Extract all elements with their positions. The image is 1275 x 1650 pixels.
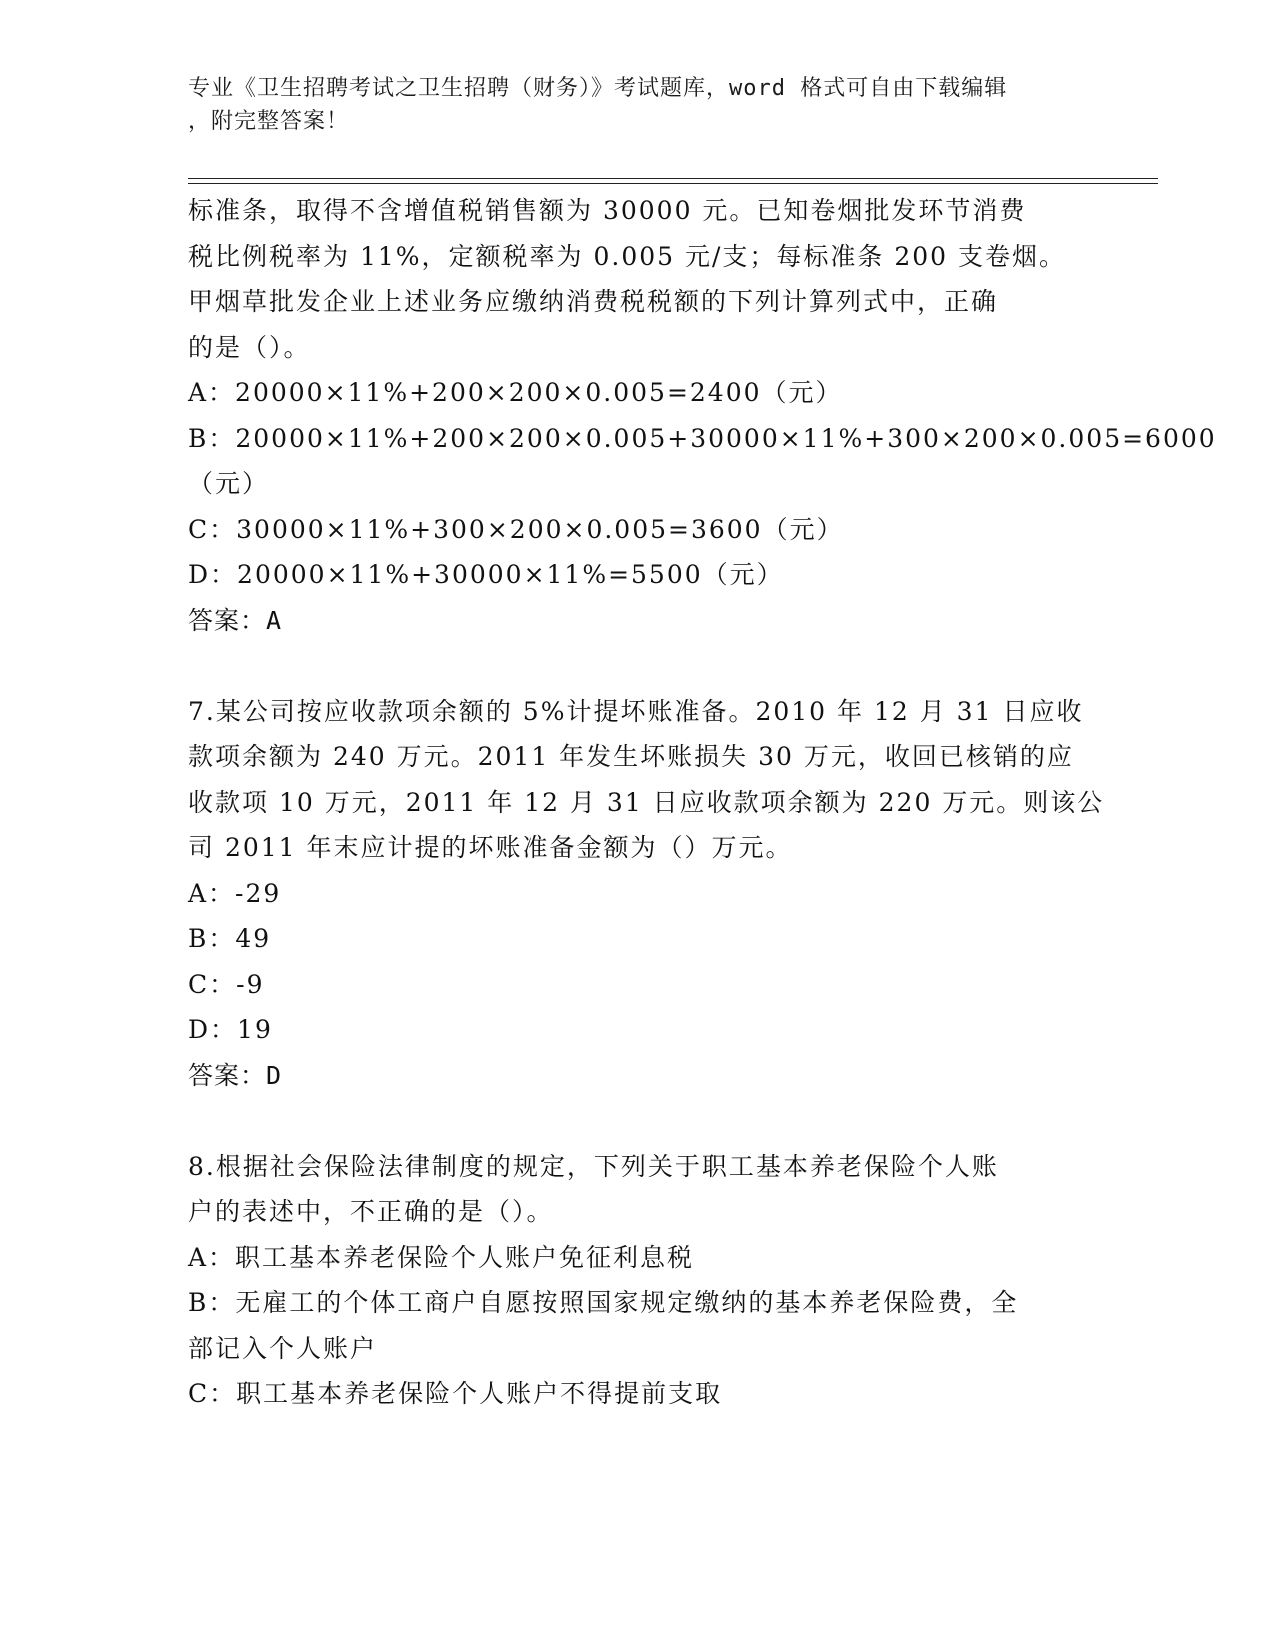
- document-body: [188, 188, 1217, 1417]
- question-stem-line: 款项余额为 240 万元。2011 年发生坏账损失 30 万元，收回已核销的应: [188, 742, 1074, 771]
- question-stem-line: 甲烟草批发企业上述业务应缴纳消费税税额的下列计算列式中，正确: [188, 287, 999, 316]
- spacer: [188, 643, 1088, 689]
- option-c: C：-9: [188, 969, 265, 999]
- question-stem-line: 7.某公司按应收款项余额的 5%计提坏账准备。2010 年 12 月 31 日应收: [188, 696, 1084, 726]
- question-8: [188, 1144, 1088, 1417]
- option-b-continued: （元）: [188, 469, 270, 498]
- question-6: [188, 188, 1217, 643]
- option-a: A：-29: [188, 878, 282, 908]
- answer-label: 答案：A: [188, 605, 283, 635]
- question-stem-line: 司 2011 年末应计提的坏账准备金额为（）万元。: [188, 833, 793, 862]
- option-a: A：20000×11%+200×200×0.005=2400（元）: [188, 378, 843, 407]
- option-b: B：无雇工的个体工商户自愿按照国家规定缴纳的基本养老保险费，全: [188, 1288, 1019, 1317]
- header-divider-top: [188, 178, 1158, 179]
- option-b: B：20000×11%+200×200×0.005+30000×11%+300×200×0.005=6000: [188, 423, 1217, 453]
- header-divider-bottom: [188, 183, 1158, 184]
- question-stem-line: 的是（）。: [188, 332, 311, 362]
- question-stem-line: 8.根据社会保险法律制度的规定，下列关于职工基本养老保险个人账: [188, 1151, 999, 1181]
- answer-label: 答案：D: [188, 1060, 283, 1090]
- question-stem-line: 户的表述中，不正确的是（）。: [188, 1197, 554, 1226]
- option-c: C：职工基本养老保险个人账户不得提前支取: [188, 1379, 723, 1408]
- question-7: [188, 689, 1105, 1099]
- option-b: B：49: [188, 924, 272, 953]
- option-a: A：职工基本养老保险个人账户免征利息税: [188, 1242, 695, 1272]
- header-line-1: 专业《卫生招聘考试之卫生招聘（财务）》考试题库，word 格式可自由下载编辑: [188, 76, 1008, 101]
- spacer: [188, 1098, 1088, 1144]
- question-stem-line: 税比例税率为 11%，定额税率为 0.005 元/支；每标准条 200 支卷烟。: [188, 241, 1067, 271]
- option-b-continued: 部记入个人账户: [188, 1333, 378, 1363]
- header-line-2: ，附完整答案！: [188, 109, 350, 134]
- option-c: C：30000×11%+300×200×0.005=3600（元）: [188, 514, 844, 544]
- question-stem-line: 收款项 10 万元，2011 年 12 月 31 日应收款项余额为 220 万元。则该公: [188, 787, 1105, 817]
- option-d: D：20000×11%+30000×11%=5500（元）: [188, 560, 784, 589]
- document-header: [188, 72, 1088, 138]
- option-d: D：19: [188, 1015, 273, 1044]
- question-stem-line: 标准条，取得不含增值税销售额为 30000 元。已知卷烟批发环节消费: [188, 196, 1027, 225]
